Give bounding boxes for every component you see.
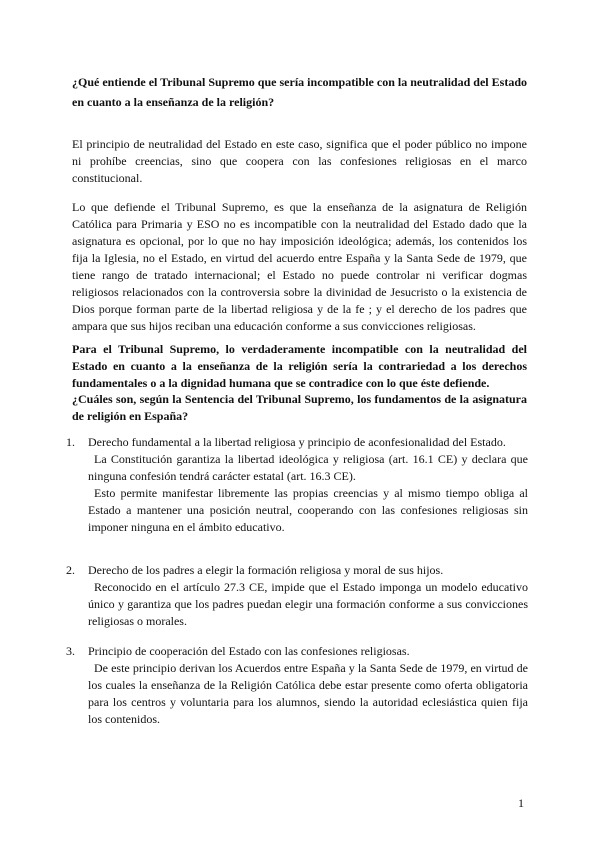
list-item-text: De este principio derivan los Acuerdos entre España y la Santa Sede de 1979, en virtud de los cuales la enseñanza de la Religión Católica debe estar presente como oferta obligatoria para los centros y voluntaria para los alumnos, siendo la autoridad eclesiástica quien fija los contenidos. — [88, 661, 528, 726]
list-item — [66, 643, 528, 728]
list-item — [66, 434, 528, 536]
bold-answer: Para el Tribunal Supremo, lo verdaderamente incompatible con la neutralidad del Estado en cuanto a la enseñanza de la religión sería la contrariedad a los derechos fundamentales o a la dignidad humana que se contradice con lo que éste defiende. — [72, 342, 527, 390]
list-item-title: Derecho fundamental a la libertad religiosa y principio de aconfesionalidad del Estado. — [88, 435, 506, 449]
page-number: 1 — [518, 796, 524, 810]
list-number: 2. — [66, 563, 75, 577]
list-number: 3. — [66, 644, 75, 658]
paragraph-supreme-court: Lo que defiende el Tribunal Supremo, es que la enseñanza de la asignatura de Religión Católica para Primaria y ESO no es incompatible con la neutralidad del Estado dado que la asignatura es opcional, por lo que no hay imposición ideológica; además, los contenidos los fija la Iglesia, no el Estado, en virtud del acuerdo entre España y la Santa Sede de 1979, que tiene rango de tratado internacional; el Estado no puede controlar ni verificar dogmas religiosos relacionados con la controversia sobre la divinidad de Jesucristo o la existencia de Dios porque forman parte de la libertad religiosa y de la fe ; y el derecho de los padres que ampara que sus hijos reciban una educación conforme a sus convicciones religiosas. — [72, 200, 527, 333]
question-1: ¿Qué entiende el Tribunal Supremo que sería incompatible con la neutralidad del Estado en cuanto a la enseñanza de la religión? — [72, 75, 527, 109]
list-item-title: Derecho de los padres a elegir la formación religiosa y moral de sus hijos. — [88, 563, 444, 577]
question-2: ¿Cuáles son, según la Sentencia del Tribunal Supremo, los fundamentos de la asignatura de religión en España? — [72, 392, 527, 423]
list-item-text: Reconocido en el artículo 27.3 CE, impide que el Estado imponga un modelo educativo único y garantiza que los padres puedan elegir una formación conforme a sus convicciones religiosas o morales. — [88, 580, 528, 628]
list-item-text: Esto permite manifestar libremente las propias creencias y al mismo tiempo obliga al Estado a mantener una posición neutral, cooperando con las confesiones religiosas sin imponer ninguna en el ámbito educativo. — [88, 486, 528, 534]
list-item-title: Principio de cooperación del Estado con las confesiones religiosas. — [88, 644, 410, 658]
list-item — [66, 562, 528, 630]
list-item-text: La Constitución garantiza la libertad ideológica y religiosa (art. 16.1 CE) y declara que ninguna confesión tendrá carácter estatal (art. 16.3 CE). — [88, 452, 528, 483]
list-number: 1. — [66, 435, 75, 449]
paragraph-neutrality: El principio de neutralidad del Estado en este caso, significa que el poder público no impone ni prohíbe creencias, sino que coopera con las confesiones religiosas en el marco constitucional. — [72, 137, 527, 185]
